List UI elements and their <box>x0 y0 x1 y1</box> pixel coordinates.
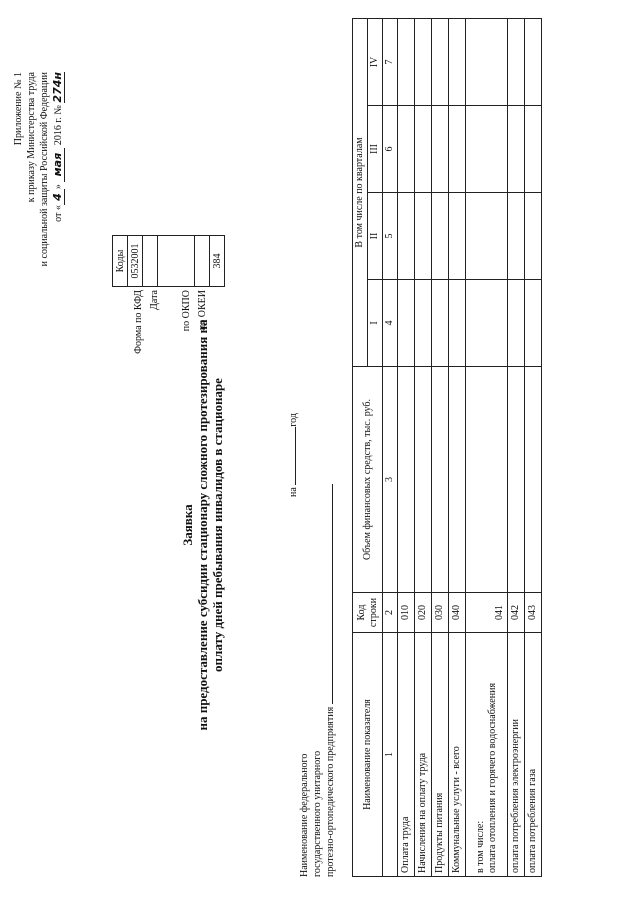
code-label-okpo: по ОКПО <box>181 290 192 332</box>
cell[interactable] <box>415 19 432 106</box>
row-name: оплата потребления газа <box>525 633 542 877</box>
row-code: 043 <box>525 593 542 633</box>
cell[interactable] <box>415 280 432 367</box>
table-row <box>432 19 449 877</box>
code-label-kfd: Форма по КФД <box>133 290 144 354</box>
row-name: в том числе: оплата отопления и горячего водоснабжения <box>466 633 508 877</box>
row-code: 010 <box>398 593 415 633</box>
header-q1: I <box>368 280 383 367</box>
appendix-line-4 <box>51 72 65 266</box>
cell[interactable] <box>466 193 508 280</box>
org-label-line-3 <box>324 484 337 877</box>
row-name: оплата потребления электроэнергии <box>508 633 525 877</box>
header-volume: Объем финансовых средств, тыс. руб. <box>353 367 383 593</box>
org-label-line-2: государственного унитарного <box>312 750 323 877</box>
date-mid: » <box>53 184 64 190</box>
cell[interactable] <box>525 106 542 193</box>
cell[interactable] <box>432 280 449 367</box>
cell[interactable] <box>432 367 449 593</box>
cell[interactable] <box>508 367 525 593</box>
col-number: 5 <box>383 193 398 280</box>
row-code: 042 <box>508 593 525 633</box>
appendix-line-1: Приложение № 1 <box>13 72 24 146</box>
cell[interactable] <box>415 106 432 193</box>
cell[interactable] <box>432 193 449 280</box>
table-row <box>508 19 525 877</box>
cell[interactable] <box>449 280 466 367</box>
row-code: 030 <box>432 593 449 633</box>
cell[interactable] <box>398 367 415 593</box>
code-label-okei: по ОКЕИ <box>197 290 208 331</box>
cell[interactable] <box>415 367 432 593</box>
code-label-date: Дата <box>149 290 160 310</box>
cell[interactable] <box>466 106 508 193</box>
row-name: Начисления на оплату труда <box>415 633 432 877</box>
col-number: 4 <box>383 280 398 367</box>
year-prefix: на <box>288 487 299 497</box>
header-q4: IV <box>368 19 383 106</box>
header-code: Код строки <box>353 593 383 633</box>
table-row <box>525 19 542 877</box>
financial-table <box>352 18 542 877</box>
code-value-okpo <box>195 236 210 287</box>
header-name: Наименование показателя <box>353 633 383 877</box>
cell[interactable] <box>508 280 525 367</box>
row-code: 041 <box>466 593 508 633</box>
cell[interactable] <box>525 280 542 367</box>
code-value-date <box>143 236 158 287</box>
cell[interactable] <box>398 106 415 193</box>
col-number: 1 <box>383 633 398 877</box>
code-label-empty <box>163 290 179 370</box>
date-year: 2016 г. № <box>53 105 64 146</box>
code-value-kfd: 0532001 <box>128 236 143 287</box>
cell[interactable] <box>525 367 542 593</box>
col-number: 6 <box>383 106 398 193</box>
cell[interactable] <box>508 106 525 193</box>
col-number: 2 <box>383 593 398 633</box>
cell[interactable] <box>449 193 466 280</box>
organization-label <box>298 484 337 877</box>
year-suffix: год <box>288 413 299 427</box>
title-line-1: Заявка <box>180 504 195 546</box>
org-label-line-1: Наименование федерального <box>299 753 310 877</box>
code-value-okei: 384 <box>210 236 225 287</box>
cell[interactable] <box>508 193 525 280</box>
row-name: Продукты питания <box>432 633 449 877</box>
date-prefix: от « <box>53 205 64 222</box>
table-row <box>466 19 508 877</box>
cell[interactable] <box>432 19 449 106</box>
cell[interactable] <box>466 367 508 593</box>
header-quarters: В том числе по кварталам <box>353 19 368 367</box>
row-code: 020 <box>415 593 432 633</box>
cell[interactable] <box>449 367 466 593</box>
row-name: Оплата труда <box>398 633 415 877</box>
appendix-line-3: и социальной защиты Российской Федерации <box>39 72 50 267</box>
title-line-2: на предоставление субсидии стационару сложного протезирования на <box>195 319 210 731</box>
code-value-empty <box>158 236 195 287</box>
year-blank <box>295 427 296 485</box>
title-line-3: оплату дней пребывания инвалидов в стационаре <box>210 378 225 672</box>
col-number: 7 <box>383 19 398 106</box>
cell[interactable] <box>398 19 415 106</box>
cell[interactable] <box>525 193 542 280</box>
appendix-block <box>12 72 65 266</box>
codes-header: Коды <box>113 236 128 287</box>
codes-box <box>112 235 225 287</box>
document-title <box>180 285 225 765</box>
handwritten-month: мая <box>51 148 65 182</box>
organization-name-blank <box>332 484 333 704</box>
cell[interactable] <box>508 19 525 106</box>
table-row <box>415 19 432 877</box>
cell[interactable] <box>466 19 508 106</box>
table-row <box>449 19 466 877</box>
org-label-text: протезно-ортопедического предприятия <box>325 706 336 877</box>
table-row <box>398 19 415 877</box>
handwritten-day: 4 <box>51 189 65 205</box>
appendix-line-2: к приказу Министерства труда <box>26 72 37 203</box>
cell[interactable] <box>398 193 415 280</box>
row-code: 040 <box>449 593 466 633</box>
cell[interactable] <box>525 19 542 106</box>
col-number: 3 <box>383 367 398 593</box>
cell[interactable] <box>432 106 449 193</box>
row-name: Коммунальные услуги - всего <box>449 633 466 877</box>
cell[interactable] <box>449 106 466 193</box>
header-q2: II <box>368 193 383 280</box>
cell[interactable] <box>398 280 415 367</box>
header-q3: III <box>368 106 383 193</box>
handwritten-number: 274н <box>51 72 64 103</box>
cell[interactable] <box>449 19 466 106</box>
cell[interactable] <box>466 280 508 367</box>
cell[interactable] <box>415 193 432 280</box>
